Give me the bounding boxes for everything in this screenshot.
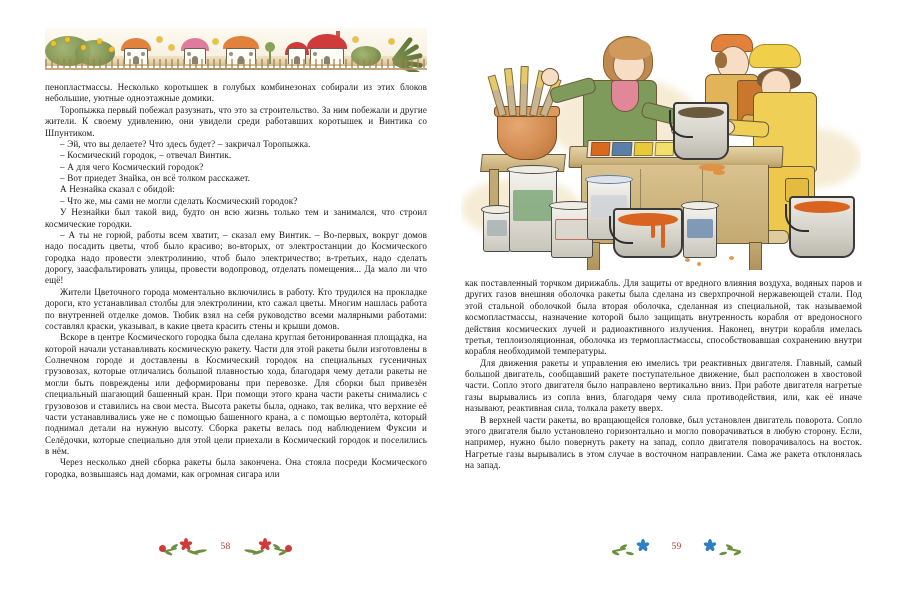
yellow-flower-6 (157, 37, 162, 42)
can-lid (585, 175, 633, 184)
dialogue-line: – Космический городок, – отвечал Винтик. (60, 150, 232, 161)
scarf (611, 80, 639, 112)
clay-pot-with-brushes (497, 110, 557, 160)
red-flower (179, 538, 192, 551)
footer-ornament-right (687, 537, 745, 557)
right-page (451, 0, 902, 590)
leaf (165, 550, 174, 556)
page-number: 58 (220, 542, 231, 552)
left-page-footer (0, 536, 451, 558)
floor-droplet (729, 256, 734, 260)
bucket-handle (785, 204, 809, 232)
blue-flower (636, 539, 649, 552)
floor-droplet (685, 258, 690, 262)
leaf (278, 550, 287, 556)
yellow-flower-8 (213, 39, 218, 44)
house-window-right (141, 52, 145, 56)
paint-brush (488, 75, 507, 118)
house-window-left (187, 52, 191, 56)
right-page-text-column (465, 278, 862, 471)
house-window-left (229, 52, 233, 56)
yellow-flower-9 (353, 37, 358, 42)
paragraph: пенопластмассы. Несколько коротышек в голубых комбинезонах собирали из этих блоков небольшие, уютные одноэтажные домики. (45, 82, 427, 104)
yellow-flower-1 (51, 41, 56, 46)
swatch-orange (591, 142, 611, 156)
orange-paint-bucket (613, 208, 683, 258)
stool-leg (489, 169, 499, 209)
footer-ornament-right (236, 537, 294, 557)
dialogue-line: – Что же, мы сами не могли сделать Космический городок? (60, 195, 298, 206)
hair (715, 52, 727, 68)
paragraph: В верхней части ракеты, во вращающейся головке, был установлен двигатель поворота. Сопло этого двигателя было установлено горизонтально и могло поворачиваться в любую сторону. Если, например, нужно было повернуть ракету на запад, сопло двигателя поворачивалось на восток. Нагретые газы вырывались в этом случае в восточном направлении. Сама же ракета отклонялась на запад. (465, 414, 862, 470)
paragraph: Вскоре в центре Космического городка была сделана круглая бетонированная площадка, на которой начали устанавливать космическую ракету. Части для этой ракеты были изготовлены в Солнечном городе и доставлены в Космический городок на специальных гусеничных грузовозах, которые отличались большой плавностью хода, благодаря чему детали ракеты не могли быть повреждены или деформированы при перевозке. Для сборки был привезён специальный шагающий башенный кран. При помощи этого крана части ракеты снимались с грузовозов и ставились на свои места. Высота ракеты была, однако, так велика, что верхние её части устанавливались уже не с помощью башенного крана, а с помощью вертолёта, который поднимал детали на нужную высоту. Сборка ракеты велась под наблюдением Фуксии и Селёдочки, которые специально для этой цели приехали в Космический городок и поселились в нём. (45, 332, 427, 456)
leaf (718, 551, 726, 556)
band-fence (45, 59, 427, 68)
yellow-flower-4 (97, 39, 102, 44)
mini-flower (285, 545, 292, 552)
floor-droplet (697, 262, 701, 266)
paragraph: Торопыжка первый побежал разузнать, что это за строительство. За ним побежали и другие жители. К своему удивлению, они увидели среди работавших коротышек и Винтика со Шпунтиком. (45, 104, 427, 138)
paragraph: – А ты не горюй, работы всем хватит, – сказал ему Винтик. – Во-первых, вокруг домов надо посадить цветы, чтоб было красиво; во-вторых, от электростанции до Космического городка надо провести электролинию, чтоб было электричество; в-третьих, надо сделать дорогу, заасфальтировать улицы, провести водопровод, отделать помещения... Да мало ли что ещё! (45, 229, 427, 286)
yellow-hat (749, 44, 801, 68)
bucket-handle (609, 216, 633, 244)
paragraph: Для движения ракеты и управления ею имелись три реактивных двигателя. Главный, самый большой двигатель, сообщавший ракете поступательное движение, был расположен в хвостовой части. Сопло этого двигателя было направлено вертикально вниз. При работе двигателя нагретые газы вырывались из сопла вниз, благодаря чему сила противодействия, или, как её иначе называют, реактивная сила, толкала ракету вверх. (465, 357, 862, 414)
paint-drip (651, 224, 655, 238)
blue-label-can (683, 204, 717, 258)
page-number: 59 (671, 542, 682, 552)
header-ornament-village-band (45, 26, 427, 72)
house-window-right (249, 52, 253, 56)
blue-flower (704, 539, 717, 552)
band-baseline (45, 68, 427, 70)
hair-fringe (609, 38, 651, 60)
leaf (626, 551, 634, 556)
can-lid (507, 165, 559, 174)
leaf (733, 550, 742, 556)
footer-ornament-left (608, 537, 666, 557)
leaf (243, 549, 257, 554)
yellow-flower-3 (81, 45, 86, 50)
dialogue-line: – А для чего Космический городок? (60, 161, 204, 172)
house-window-left (313, 52, 317, 56)
children-mixing-paint-illustration (461, 18, 861, 270)
dialogue-line: – Эй, что вы делаете? Что здесь будет? – закричал Торопыжка. (60, 138, 311, 149)
grey-bucket-on-table (673, 102, 729, 160)
leaf (193, 549, 207, 554)
green-label-can (509, 168, 557, 252)
leaf (612, 550, 621, 556)
paint-drip (661, 222, 665, 248)
right-page-footer (451, 536, 902, 558)
house-roof (307, 34, 347, 49)
paragraph: У Незнайки был такой вид, будто он всю жизнь только тем и занимался, что строил космические городки. (45, 207, 427, 229)
workbench-leg (749, 242, 762, 270)
dialogue-line: – Вот приедет Знайка, он всё толком расскажет. (60, 173, 251, 183)
left-page-text-column (45, 82, 427, 480)
paragraph: как поставленный торчком дирижабль. Для защиты от вредного влияния воздуха, водяных паров и других газов внешняя оболочка ракеты была сделана из сверхпрочной нержавеющей стали. Под этой стальной оболочкой была вторая оболочка, сделанная из специальной, так называемой космопластмассы, назначение которой было защищать внутренность корабля от вредоносного действия космических лучей и радиоактивного излучения. Наконец, внутри корабля имелась третья, теплоизоляционная, оболочка из термопластмассы, способствовавшая сохранению внутри корабля необходимой температуры. (465, 278, 862, 357)
left-hand (541, 68, 559, 86)
dialogue-line: А Незнайка сказал с обидой: (60, 184, 175, 195)
swatch-pale-yellow (654, 142, 674, 156)
can-label (687, 219, 713, 239)
yellow-flower-7 (169, 45, 174, 50)
yellow-flower-2 (65, 37, 70, 42)
swatch-blue (612, 142, 632, 156)
bucket-handle (669, 110, 693, 138)
paragraph: Жители Цветочного города моментально включились в работу. Кто трудился на прокладке дороги, кто устанавливал столбы для электролинии, кто сажал цветы. Многим нашлась работа по внутренней отделке домов. Тюбик взял на себя руководство всеми малярными работами: составлял краски, указывал, в какие цвета красить стены и крыши домов. (45, 286, 427, 331)
can-label (513, 190, 553, 221)
large-bucket-right (789, 196, 855, 258)
paragraph: Через несколько дней сборка ракеты была закончена. Она стояла посреди Космического городка, возвышаясь над домами, как огромная сигара или (45, 457, 427, 479)
yellow-flower-5 (109, 47, 114, 52)
house-window-left (127, 52, 131, 56)
can-label (487, 220, 507, 236)
can-label (555, 219, 589, 241)
swatch-yellow (633, 142, 653, 156)
footer-ornament-left (157, 537, 215, 557)
grey-can-small (483, 208, 511, 252)
paint-spill (713, 170, 725, 175)
can-lid (681, 201, 719, 210)
